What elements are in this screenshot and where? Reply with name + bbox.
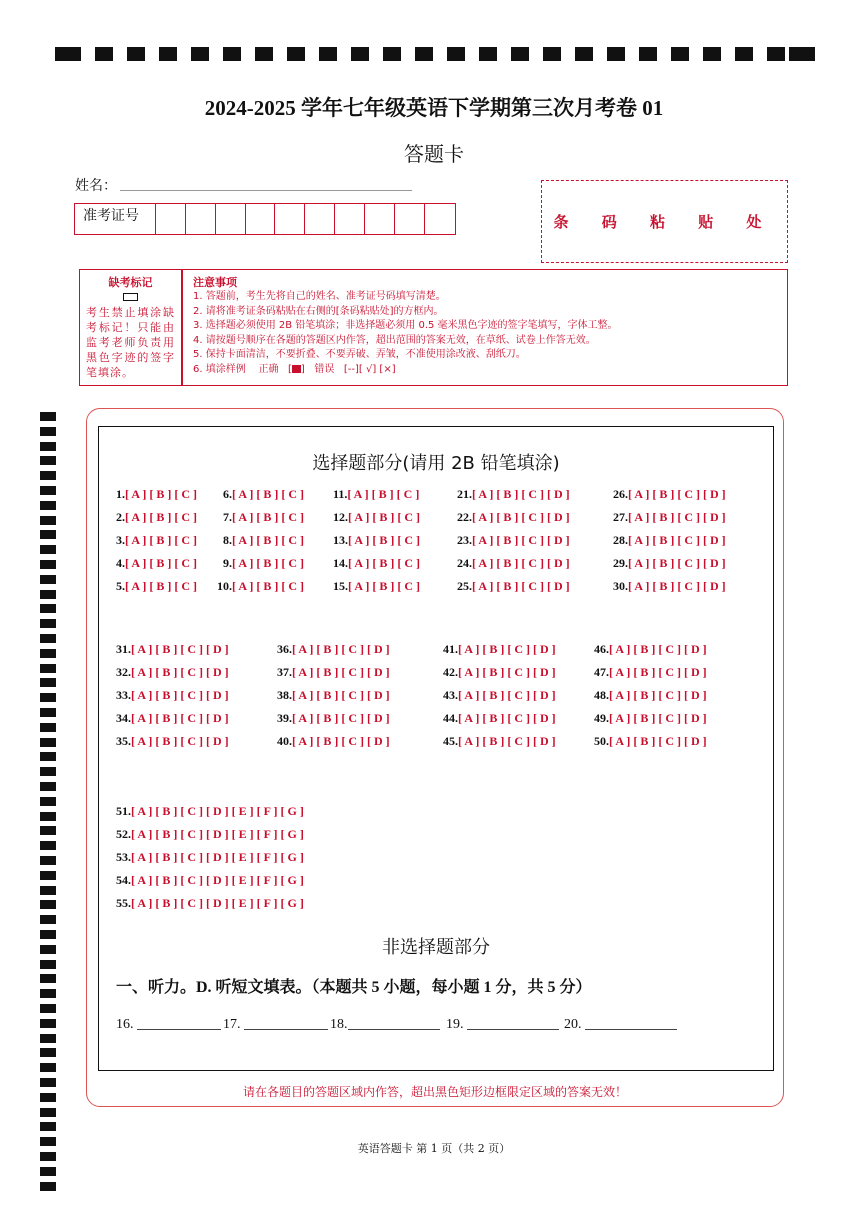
- answer-options[interactable]: [ A ] [ B ] [ C ] [ D ]: [292, 688, 390, 702]
- timing-mark: [40, 945, 56, 954]
- exam-id-cell[interactable]: [395, 204, 425, 234]
- question-28: [613, 533, 726, 548]
- timing-mark: [40, 427, 56, 436]
- timing-mark: [287, 47, 305, 61]
- answer-options[interactable]: [ A ] [ B ] [ C ] [ D ]: [609, 711, 707, 725]
- sample-right-label: 正确: [258, 363, 279, 375]
- top-timing-marks: [55, 47, 815, 63]
- answer-options[interactable]: [ A ] [ B ] [ C ] [ D ]: [292, 665, 390, 679]
- question-number: 9.: [223, 556, 232, 570]
- timing-mark: [575, 47, 593, 61]
- question-number: 12.: [333, 510, 348, 524]
- question-number: 11.: [333, 487, 348, 501]
- answer-options[interactable]: [ A ] [ B ] [ C ] [ D ]: [131, 665, 229, 679]
- notice-title: 注意事项: [193, 276, 237, 289]
- question-number: 38.: [277, 688, 292, 702]
- name-label: 姓名：: [75, 178, 117, 194]
- question-number: 51.: [116, 804, 131, 818]
- question-45: [443, 734, 556, 749]
- question-9: [223, 556, 304, 571]
- answer-options[interactable]: [ A ] [ B ] [ C ]: [348, 579, 420, 593]
- timing-mark: [40, 1078, 56, 1087]
- exam-id-cell[interactable]: [365, 204, 395, 234]
- answer-options[interactable]: [ A ] [ B ] [ C ]: [232, 533, 304, 547]
- timing-mark: [255, 47, 273, 61]
- timing-mark: [40, 960, 56, 969]
- question-10: [217, 579, 304, 594]
- page-title: 2024-2025 学年七年级英语下学期第三次月考卷 01: [204, 96, 664, 120]
- question-number: 32.: [116, 665, 131, 679]
- question-11: [333, 487, 419, 502]
- timing-mark: [40, 1034, 56, 1043]
- timing-mark: [40, 752, 56, 761]
- timing-mark: [40, 841, 56, 850]
- question-29: [613, 556, 726, 571]
- timing-mark: [351, 47, 369, 61]
- question-51: [116, 804, 304, 819]
- question-number: 7.: [223, 510, 232, 524]
- question-24: [457, 556, 570, 571]
- timing-mark: [127, 47, 145, 61]
- answer-options[interactable]: [ A ] [ B ] [ C ] [ D ]: [472, 533, 570, 547]
- question-42: [443, 665, 556, 680]
- timing-mark: [40, 590, 56, 599]
- blank-number: 17.: [223, 1017, 241, 1032]
- answer-options[interactable]: [ A ] [ B ] [ C ] [ D ]: [628, 556, 726, 570]
- question-41: [443, 642, 556, 657]
- absent-title: 缺考标记: [108, 276, 153, 289]
- barcode-label: 条 码 粘 贴 处: [553, 213, 776, 231]
- question-number: 13.: [333, 533, 348, 547]
- question-number: 27.: [613, 510, 628, 524]
- answer-options[interactable]: [ A ] [ B ] [ C ] [ D ]: [131, 642, 229, 656]
- question-number: 41.: [443, 642, 458, 656]
- timing-mark: [789, 47, 815, 61]
- timing-mark: [703, 47, 721, 61]
- timing-mark: [40, 812, 56, 821]
- exam-id-cell[interactable]: [156, 204, 186, 234]
- question-number: 14.: [333, 556, 348, 570]
- timing-mark: [639, 47, 657, 61]
- timing-mark: [40, 1004, 56, 1013]
- question-37: [277, 665, 390, 680]
- timing-mark: [223, 47, 241, 61]
- timing-mark: [40, 530, 56, 539]
- answer-options[interactable]: [ A ] [ B ] [ C ] [ D ] [ E ] [ F ] [ G ]: [131, 873, 304, 887]
- answer-options[interactable]: [ A ] [ B ] [ C ] [ D ]: [609, 734, 707, 748]
- answer-options[interactable]: [ A ] [ B ] [ C ] [ D ] [ E ] [ F ] [ G ]: [131, 804, 304, 818]
- timing-mark: [40, 989, 56, 998]
- page-subtitle: 答题卡: [404, 142, 464, 166]
- timing-mark: [40, 1122, 56, 1131]
- timing-mark: [40, 930, 56, 939]
- question-49: [594, 711, 707, 726]
- question-48: [594, 688, 707, 703]
- question-number: 55.: [116, 896, 131, 910]
- answer-options[interactable]: [ A ] [ B ] [ C ]: [348, 533, 420, 547]
- exam-id-cell[interactable]: [246, 204, 276, 234]
- question-number: 22.: [457, 510, 472, 524]
- answer-options[interactable]: [ A ] [ B ] [ C ] [ D ]: [292, 734, 390, 748]
- question-number: 8.: [223, 533, 232, 547]
- choice-section-title: 选择题部分(请用 2B 铅笔填涂): [312, 453, 560, 474]
- question-27: [613, 510, 726, 525]
- timing-mark: [40, 619, 56, 628]
- notice-item: 1. 答题前，考生先将自己的姓名、准考证号码填写清楚。: [193, 291, 446, 302]
- timing-mark: [671, 47, 689, 61]
- answer-options[interactable]: [ A ] [ B ] [ C ] [ D ]: [472, 556, 570, 570]
- answer-options[interactable]: [ A ] [ B ] [ C ] [ D ]: [131, 711, 229, 725]
- timing-mark: [40, 1182, 56, 1191]
- timing-mark: [735, 47, 753, 61]
- question-21: [457, 487, 570, 502]
- answer-options[interactable]: [ A ] [ B ] [ C ]: [125, 510, 197, 524]
- timing-mark: [40, 1048, 56, 1057]
- timing-mark: [40, 678, 56, 687]
- answer-options[interactable]: [ A ] [ B ] [ C ]: [348, 510, 420, 524]
- timing-mark: [40, 560, 56, 569]
- answer-options[interactable]: [ A ] [ B ] [ C ] [ D ]: [458, 711, 556, 725]
- question-1: [116, 487, 197, 502]
- timing-mark: [40, 664, 56, 673]
- timing-mark: [40, 516, 56, 525]
- question-30: [613, 579, 726, 594]
- question-number: 54.: [116, 873, 131, 887]
- question-number: 6.: [223, 487, 232, 501]
- question-number: 42.: [443, 665, 458, 679]
- nonchoice-section-title: 非选择题部分: [382, 937, 490, 958]
- timing-mark: [40, 486, 56, 495]
- question-35: [116, 734, 229, 749]
- question-number: 44.: [443, 711, 458, 725]
- question-3: [116, 533, 197, 548]
- question-number: 29.: [613, 556, 628, 570]
- absent-mark-box: [79, 269, 182, 386]
- question-34: [116, 711, 229, 726]
- question-number: 28.: [613, 533, 628, 547]
- blank-number: 19.: [446, 1017, 464, 1032]
- question-13: [333, 533, 420, 548]
- answer-options[interactable]: [ A ] [ B ] [ C ]: [232, 510, 304, 524]
- question-number: 21.: [457, 487, 472, 501]
- answer-options[interactable]: [ A ] [ B ] [ C ] [ D ]: [131, 688, 229, 702]
- notice-box: [182, 269, 788, 386]
- timing-mark: [40, 782, 56, 791]
- question-number: 24.: [457, 556, 472, 570]
- question-number: 50.: [594, 734, 609, 748]
- sample-wrong-label: 错误: [314, 363, 335, 375]
- question-number: 5.: [116, 579, 125, 593]
- timing-mark: [40, 442, 56, 451]
- timing-mark: [40, 856, 56, 865]
- timing-mark: [40, 915, 56, 924]
- question-number: 52.: [116, 827, 131, 841]
- answer-options[interactable]: [ A ] [ B ] [ C ] [ D ]: [292, 711, 390, 725]
- timing-mark: [40, 886, 56, 895]
- question-number: 37.: [277, 665, 292, 679]
- blank-number: 18.: [330, 1017, 348, 1032]
- question-50: [594, 734, 707, 749]
- answer-options[interactable]: [ A ] [ B ] [ C ] [ D ]: [609, 665, 707, 679]
- question-number: 30.: [613, 579, 628, 593]
- question-number: 3.: [116, 533, 125, 547]
- question-number: 1.: [116, 487, 125, 501]
- timing-mark: [40, 575, 56, 584]
- name-field[interactable]: [120, 190, 412, 191]
- timing-mark: [40, 471, 56, 480]
- timing-mark: [40, 501, 56, 510]
- timing-mark: [383, 47, 401, 61]
- question-39: [277, 711, 390, 726]
- answer-blank-19[interactable]: [446, 1015, 559, 1033]
- exam-id-label: 准考证号: [75, 204, 156, 234]
- question-number: 39.: [277, 711, 292, 725]
- timing-mark: [511, 47, 529, 61]
- exam-id-cell[interactable]: [186, 204, 216, 234]
- notice-sample-row: 6. 填涂样例 正确 [ ] 错误 [--][ √] [×]: [193, 363, 396, 375]
- timing-mark: [40, 1063, 56, 1072]
- question-number: 34.: [116, 711, 131, 725]
- question-15: [333, 579, 420, 594]
- timing-mark: [40, 693, 56, 702]
- question-number: 49.: [594, 711, 609, 725]
- question-23: [457, 533, 570, 548]
- timing-mark: [40, 1093, 56, 1102]
- question-number: 36.: [277, 642, 292, 656]
- sample-label: 6. 填涂样例: [193, 363, 246, 375]
- answer-options[interactable]: [ A ] [ B ] [ C ] [ D ]: [609, 688, 707, 702]
- answer-options[interactable]: [ A ] [ B ] [ C ]: [348, 556, 420, 570]
- answer-options[interactable]: [ A ] [ B ] [ C ] [ D ]: [472, 487, 570, 501]
- answer-options[interactable]: [ A ] [ B ] [ C ] [ D ]: [292, 642, 390, 656]
- question-47: [594, 665, 707, 680]
- question-26: [613, 487, 726, 502]
- timing-mark: [55, 47, 81, 61]
- question-number: 25.: [457, 579, 472, 593]
- notice-item: 3. 选择题必须使用 2B 铅笔填涂；非选择题必须用 0.5 毫米黑色字迹的签字笔填写，字体工整。: [193, 320, 618, 331]
- answer-options[interactable]: [ A ] [ B ] [ C ]: [232, 487, 304, 501]
- question-46: [594, 642, 707, 657]
- timing-mark: [40, 900, 56, 909]
- exam-id-cell[interactable]: [305, 204, 335, 234]
- question-40: [277, 734, 390, 749]
- filled-square-icon: [292, 365, 301, 373]
- timing-mark: [40, 708, 56, 717]
- timing-mark: [40, 634, 56, 643]
- answer-options[interactable]: [ A ] [ B ] [ C ]: [232, 556, 304, 570]
- question-number: 31.: [116, 642, 131, 656]
- notice-item: 4. 请按题号顺序在各题的答题区内作答，超出范围的答案无效，在草纸、试卷上作答无效。: [193, 334, 596, 346]
- blank-number: 16.: [116, 1017, 134, 1032]
- answer-options[interactable]: [ A ] [ B ] [ C ]: [125, 579, 197, 593]
- answer-options[interactable]: [ A ] [ B ] [ C ] [ D ]: [131, 734, 229, 748]
- question-33: [116, 688, 229, 703]
- timing-mark: [767, 47, 785, 61]
- question-number: 46.: [594, 642, 609, 656]
- answer-options[interactable]: [ A ] [ B ] [ C ] [ D ]: [628, 510, 726, 524]
- answer-options[interactable]: [ A ] [ B ] [ C ] [ D ]: [472, 510, 570, 524]
- timing-mark: [40, 1108, 56, 1117]
- question-54: [116, 873, 304, 888]
- sample-wrong-marks: [--][ √] [×]: [343, 363, 396, 375]
- notice-item: 2. 请将准考证条码粘贴在右侧的[条码粘贴处]的方框内。: [193, 305, 444, 317]
- question-number: 40.: [277, 734, 292, 748]
- timing-mark: [447, 47, 465, 61]
- answer-options[interactable]: [ A ] [ B ] [ C ]: [347, 487, 420, 501]
- question-2: [116, 510, 197, 525]
- question-25: [457, 579, 570, 594]
- question-36: [277, 642, 390, 657]
- answer-blank-16[interactable]: [116, 1015, 221, 1033]
- notice-item: 5. 保持卡面清洁，不要折叠、不要弄破、弄皱，不准使用涂改液、刮纸刀。: [193, 349, 526, 360]
- exam-id-grid: [74, 203, 456, 235]
- answer-warning: 请在各题目的答题区域内作答，超出黑色矩形边框限定区域的答案无效！: [242, 1085, 627, 1099]
- answer-options[interactable]: [ A ] [ B ] [ C ]: [125, 487, 197, 501]
- timing-mark: [319, 47, 337, 61]
- question-number: 35.: [116, 734, 131, 748]
- question-43: [443, 688, 556, 703]
- answer-options[interactable]: [ A ] [ B ] [ C ] [ D ]: [458, 642, 556, 656]
- answer-options[interactable]: [ A ] [ B ] [ C ]: [125, 556, 197, 570]
- timing-mark: [40, 797, 56, 806]
- question-55: [116, 896, 304, 911]
- answer-options[interactable]: [ A ] [ B ] [ C ] [ D ]: [628, 533, 726, 547]
- timing-mark: [40, 723, 56, 732]
- question-6: [223, 487, 304, 502]
- timing-mark: [607, 47, 625, 61]
- timing-mark: [40, 738, 56, 747]
- answer-options[interactable]: [ A ] [ B ] [ C ] [ D ] [ E ] [ F ] [ G ]: [131, 896, 304, 910]
- timing-mark: [40, 649, 56, 658]
- question-number: 4.: [116, 556, 125, 570]
- exam-id-cell[interactable]: [425, 204, 455, 234]
- question-5: [116, 579, 197, 594]
- answer-blank-20[interactable]: [564, 1015, 677, 1033]
- answer-options[interactable]: [ A ] [ B ] [ C ] [ D ]: [472, 579, 570, 593]
- answer-options[interactable]: [ A ] [ B ] [ C ] [ D ]: [458, 734, 556, 748]
- question-22: [457, 510, 570, 525]
- question-53: [116, 850, 304, 865]
- answer-blank-18[interactable]: [330, 1015, 440, 1033]
- page-footer: 英语答题卡 第 1 页（共 2 页）: [357, 1142, 511, 1155]
- answer-options[interactable]: [ A ] [ B ] [ C ] [ D ]: [628, 579, 726, 593]
- question-number: 10.: [217, 579, 232, 593]
- question-number: 45.: [443, 734, 458, 748]
- answer-options[interactable]: [ A ] [ B ] [ C ] [ D ]: [458, 688, 556, 702]
- timing-mark: [40, 545, 56, 554]
- absent-instructions: 考生禁止填涂缺考标记！只能由监考老师负责用黑色字迹的签字笔填涂。: [86, 306, 175, 379]
- timing-mark: [543, 47, 561, 61]
- question-8: [223, 533, 304, 548]
- question-52: [116, 827, 304, 842]
- question-31: [116, 642, 229, 657]
- timing-mark: [40, 412, 56, 421]
- answer-options[interactable]: [ A ] [ B ] [ C ] [ D ] [ E ] [ F ] [ G ]: [131, 827, 304, 841]
- answer-options[interactable]: [ A ] [ B ] [ C ] [ D ]: [628, 487, 726, 501]
- answer-options[interactable]: [ A ] [ B ] [ C ]: [125, 533, 197, 547]
- answer-options[interactable]: [ A ] [ B ] [ C ] [ D ] [ E ] [ F ] [ G ]: [131, 850, 304, 864]
- blank-number: 20.: [564, 1017, 582, 1032]
- question-number: 47.: [594, 665, 609, 679]
- question-14: [333, 556, 420, 571]
- barcode-area: [541, 180, 788, 263]
- timing-mark: [40, 456, 56, 465]
- answer-options[interactable]: [ A ] [ B ] [ C ]: [232, 579, 304, 593]
- timing-mark: [40, 604, 56, 613]
- timing-mark: [40, 767, 56, 776]
- question-number: 43.: [443, 688, 458, 702]
- answer-blank-17[interactable]: [223, 1015, 328, 1033]
- timing-mark: [40, 1167, 56, 1176]
- question-7: [223, 510, 304, 525]
- timing-mark: [159, 47, 177, 61]
- question-38: [277, 688, 390, 703]
- question-32: [116, 665, 229, 680]
- timing-mark: [40, 826, 56, 835]
- question-4: [116, 556, 197, 571]
- question-number: 15.: [333, 579, 348, 593]
- exam-id-cell[interactable]: [335, 204, 365, 234]
- question-number: 23.: [457, 533, 472, 547]
- question-number: 33.: [116, 688, 131, 702]
- question-12: [333, 510, 420, 525]
- exam-id-cell[interactable]: [275, 204, 305, 234]
- timing-mark: [40, 974, 56, 983]
- listening-title: 一、听力。D. 听短文填表。（本题共 5 小题，每小题 1 分，共 5 分）: [116, 979, 592, 996]
- timing-mark: [95, 47, 113, 61]
- timing-mark: [415, 47, 433, 61]
- question-number: 53.: [116, 850, 131, 864]
- timing-mark: [40, 871, 56, 880]
- exam-id-cell[interactable]: [216, 204, 246, 234]
- question-44: [443, 711, 556, 726]
- timing-mark: [191, 47, 209, 61]
- answer-options[interactable]: [ A ] [ B ] [ C ] [ D ]: [609, 642, 707, 656]
- question-number: 48.: [594, 688, 609, 702]
- answer-options[interactable]: [ A ] [ B ] [ C ] [ D ]: [458, 665, 556, 679]
- absent-mark-checkbox[interactable]: [123, 293, 138, 301]
- question-number: 2.: [116, 510, 125, 524]
- question-number: 26.: [613, 487, 628, 501]
- timing-mark: [40, 1019, 56, 1028]
- timing-mark: [479, 47, 497, 61]
